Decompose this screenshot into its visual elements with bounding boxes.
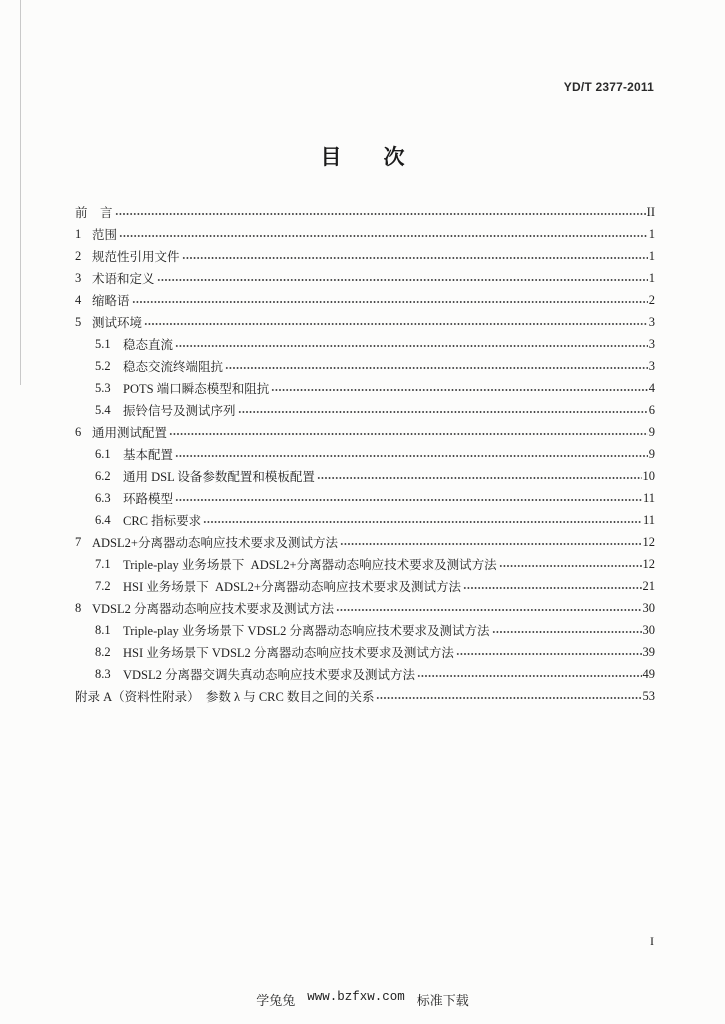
dot-leader <box>115 201 646 223</box>
toc-section-entry <box>75 333 655 355</box>
toc-entry-title: VDSL2 分离器交调失真动态响应技术要求及测试方法 <box>123 668 416 682</box>
toc-chapter-entry <box>75 201 655 223</box>
toc-entry-title: 稳态交流终端阻抗 <box>123 360 224 374</box>
dot-leader <box>456 641 642 663</box>
footer-tagline: 标准下载 <box>416 993 469 1008</box>
dot-leader <box>417 663 641 685</box>
toc-section-entry <box>75 553 655 575</box>
toc-entry-page-number: 30 <box>642 622 655 637</box>
toc-chapter-entry <box>75 267 655 289</box>
toc-chapter-entry <box>75 245 655 267</box>
toc-entry-number: 5 <box>75 314 82 329</box>
toc-entry-number: 8.3 <box>95 666 111 681</box>
toc-entry-number: 6.1 <box>95 446 111 461</box>
toc-entry-title: 前 言 <box>75 206 113 220</box>
toc-entry-number: 6.2 <box>95 468 111 483</box>
toc-entry-title: HSI 业务场景下 VDSL2 分离器动态响应技术要求及测试方法 <box>123 646 454 660</box>
table-of-contents <box>75 201 655 707</box>
toc-entry-title: 范围 <box>92 228 118 242</box>
dot-leader <box>144 311 648 333</box>
dot-leader <box>132 289 648 311</box>
toc-entry-number: 5.1 <box>95 336 111 351</box>
footer-url: www.bzfxw.com <box>307 990 405 1004</box>
toc-entry-title: POTS 端口瞬态模型和阻抗 <box>123 382 270 396</box>
footer-watermark <box>0 990 725 1009</box>
toc-section-entry <box>75 641 655 663</box>
toc-entry-title: 环路模型 <box>123 492 174 506</box>
toc-chapter-entry <box>75 421 655 443</box>
dot-leader <box>463 575 642 597</box>
toc-section-entry <box>75 355 655 377</box>
toc-entry-page-number: 3 <box>648 358 655 373</box>
toc-entry-number: 6.4 <box>95 512 111 527</box>
dot-leader <box>225 355 648 377</box>
toc-section-entry <box>75 443 655 465</box>
scan-binding-edge-line <box>20 0 21 385</box>
toc-entry-page-number: 30 <box>642 600 655 615</box>
toc-entry-number: 2 <box>75 248 82 263</box>
page-title: 目 次 <box>320 145 405 169</box>
dot-leader <box>317 465 642 487</box>
toc-section-entry <box>75 377 655 399</box>
toc-chapter-entry <box>75 223 655 245</box>
dot-leader <box>376 685 641 707</box>
toc-entry-number: 8.1 <box>95 622 111 637</box>
toc-entry-title: CRC 指标要求 <box>123 514 202 528</box>
toc-section-entry <box>75 575 655 597</box>
toc-entry-page-number: 10 <box>642 468 655 483</box>
toc-entry-page-number: 4 <box>648 380 655 395</box>
toc-entry-title: Triple-play 业务场景下 ADSL2+分离器动态响应技术要求及测试方法 <box>123 558 497 572</box>
toc-entry-title: 通用 DSL 设备参数配置和模板配置 <box>123 470 315 484</box>
toc-entry-page-number: 9 <box>648 446 655 461</box>
toc-entry-page-number: 39 <box>642 644 655 659</box>
toc-entry-title: 稳态直流 <box>123 338 174 352</box>
page-number: I <box>650 934 654 948</box>
toc-entry-number: 7.2 <box>95 578 111 593</box>
dot-leader <box>203 509 642 531</box>
toc-entry-page-number: 6 <box>648 402 655 417</box>
toc-chapter-entry <box>75 311 655 333</box>
toc-entry-number: 6.3 <box>95 490 111 505</box>
toc-section-entry <box>75 619 655 641</box>
toc-entry-page-number: 1 <box>648 270 655 285</box>
toc-entry-title: 附录 A（资料性附录） 参数 λ 与 CRC 数目之间的关系 <box>75 690 375 704</box>
toc-entry-number: 5.3 <box>95 380 111 395</box>
toc-entry-page-number: 9 <box>648 424 655 439</box>
toc-entry-number: 8.2 <box>95 644 111 659</box>
document-code: YD/T 2377-2011 <box>563 80 654 94</box>
toc-entry-title: VDSL2 分离器动态响应技术要求及测试方法 <box>92 602 335 616</box>
toc-entry-title: 基本配置 <box>123 448 174 462</box>
toc-entry-title: ADSL2+分离器动态响应技术要求及测试方法 <box>92 536 338 550</box>
toc-section-entry <box>75 487 655 509</box>
toc-entry-number: 5.4 <box>95 402 111 417</box>
toc-section-entry <box>75 399 655 421</box>
dot-leader <box>492 619 642 641</box>
toc-entry-page-number: 21 <box>642 578 655 593</box>
toc-entry-title: Triple-play 业务场景下 VDSL2 分离器动态响应技术要求及测试方法 <box>123 624 490 638</box>
dot-leader <box>175 333 648 355</box>
toc-entry-number: 1 <box>75 226 82 241</box>
toc-entry-title: 缩略语 <box>92 294 130 308</box>
toc-entry-number: 5.2 <box>95 358 111 373</box>
toc-entry-page-number: 1 <box>648 226 655 241</box>
toc-entry-page-number: 49 <box>642 666 655 681</box>
toc-chapter-entry <box>75 597 655 619</box>
toc-section-entry <box>75 509 655 531</box>
dot-leader <box>175 487 642 509</box>
toc-entry-page-number: 2 <box>648 292 655 307</box>
toc-entry-page-number: 11 <box>642 512 655 527</box>
toc-entry-title: 测试环境 <box>92 316 143 330</box>
toc-entry-number: 3 <box>75 270 82 285</box>
toc-entry-page-number: 53 <box>642 688 655 703</box>
footer-site-name: 学兔兔 <box>256 993 296 1008</box>
dot-leader <box>175 443 648 465</box>
toc-chapter-entry <box>75 289 655 311</box>
dot-leader <box>271 377 648 399</box>
dot-leader <box>336 597 641 619</box>
toc-entry-title: 振铃信号及测试序列 <box>123 404 236 418</box>
toc-entry-page-number: 11 <box>642 490 655 505</box>
toc-entry-number: 8 <box>75 600 82 615</box>
dot-leader <box>182 245 648 267</box>
toc-entry-number: 4 <box>75 292 82 307</box>
toc-chapter-entry <box>75 531 655 553</box>
toc-entry-title: 术语和定义 <box>92 272 155 286</box>
dot-leader <box>238 399 648 421</box>
toc-entry-title: 规范性引用文件 <box>92 250 180 264</box>
dot-leader <box>499 553 642 575</box>
dot-leader <box>340 531 642 553</box>
toc-section-entry <box>75 663 655 685</box>
toc-entry-number: 7.1 <box>95 556 111 571</box>
toc-entry-number: 7 <box>75 534 82 549</box>
toc-entry-page-number: II <box>646 204 655 219</box>
toc-entry-page-number: 1 <box>648 248 655 263</box>
toc-entry-title: HSI 业务场景下 ADSL2+分离器动态响应技术要求及测试方法 <box>123 580 461 594</box>
dot-leader <box>119 223 648 245</box>
toc-entry-page-number: 12 <box>642 534 655 549</box>
toc-entry-page-number: 3 <box>648 336 655 351</box>
dot-leader <box>157 267 648 289</box>
dot-leader <box>169 421 648 443</box>
toc-entry-title: 通用测试配置 <box>92 426 168 440</box>
toc-section-entry <box>75 465 655 487</box>
toc-chapter-entry <box>75 685 655 707</box>
toc-entry-page-number: 3 <box>648 314 655 329</box>
toc-entry-number: 6 <box>75 424 82 439</box>
toc-entry-page-number: 12 <box>642 556 655 571</box>
